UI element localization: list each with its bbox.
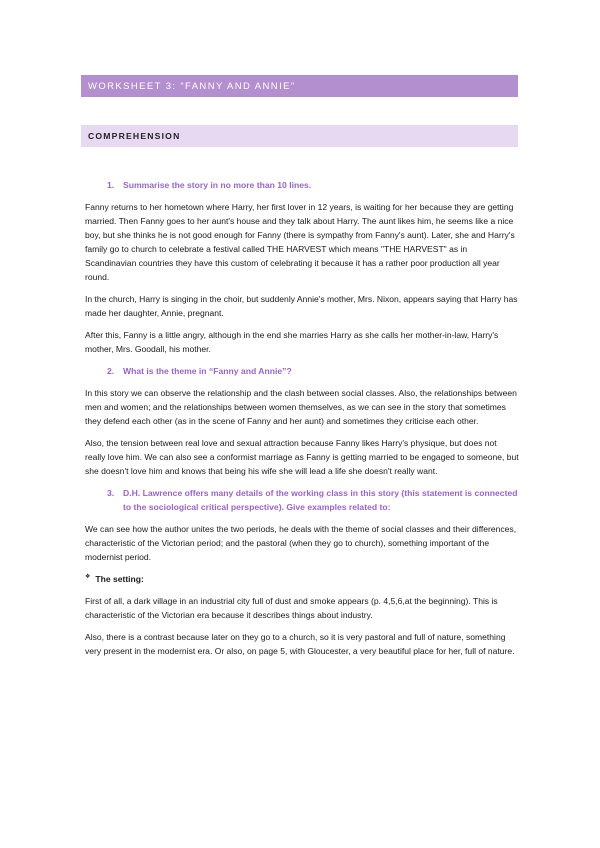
paragraph: Fanny returns to her hometown where Harry, her first lover in 12 years, is waiting for her because they are getting married. Then Fanny goes to her aunt's house and they talk about Harry. The aunt likes him, he seems like a nice boy, but she thinks he is not good enough for Fanny (there is sympathy from Fanny's aunt). Later, she and Harry's family go to church to celebrate a festival called THE HARVEST which means "THE HARVEST" as in Scandinavian countries they have this custom of celebrating it because it has a rather poor production all year round. — [85, 202, 515, 282]
bullet-icon: ❖ — [85, 574, 91, 580]
question-number: 2. — [107, 366, 115, 376]
question-number: 3. — [107, 488, 115, 498]
paragraph: We can see how the author unites the two periods, he deals with the theme of social classes and their differences, characteristic of the Victorian period; and the pastoral (when they go to church), something important of the modernist period. — [85, 524, 517, 562]
question-text: D.H. Lawrence offers many details of the working class in this story (this statement is connected to the sociological critical perspective). Give examples related to: — [123, 488, 518, 512]
question-text: What is the theme in “Fanny and Annie”? — [123, 366, 292, 376]
document-body — [85, 178, 519, 666]
section-heading: COMPREHENSION — [81, 125, 518, 147]
question-2 — [107, 364, 519, 378]
paragraph: After this, Fanny is a little angry, although in the end she marries Harry as she calls her mother-in-law, Harry's mother, Mrs. Goodall, his mother. — [85, 330, 499, 354]
paragraph: Also, the tension between real love and sexual attraction because Fanny likes Harry's physique, but does not really love him. We can also see a conformist marriage as Fanny is getting married to be engaged to someone, but she doesn't love him and knows that being his wife she will lead a life she doesn't really want. — [85, 438, 519, 476]
paragraph: First of all, a dark village in an industrial city full of dust and smoke appears (p. 4,5,6,at the beginning). This is characteristic of the Victorian era because it describes things about industry. — [85, 596, 498, 620]
question-3 — [107, 486, 519, 514]
question-number: 1. — [107, 180, 115, 190]
worksheet-title: WORKSHEET 3: “FANNY AND ANNIE” — [81, 75, 518, 97]
setting-heading — [85, 572, 519, 586]
paragraph: Also, there is a contrast because later on they go to a church, so it is very pastoral and full of nature, something very present in the modernist era. Or also, on page 5, with Gloucester, a very beautiful place for her, full of nature. — [85, 632, 515, 656]
paragraph: In this story we can observe the relationship and the clash between social classes. Also, the relationships between men and women; and the relationships between women themselves, as we can see in the story that sometimes they defend each other (as in the scene of Fanny and her aunt) and sometimes they criticise each other. — [85, 388, 517, 426]
setting-heading-text: The setting: — [95, 574, 144, 584]
question-1 — [107, 178, 519, 192]
paragraph: In the church, Harry is singing in the choir, but suddenly Annie's mother, Mrs. Nixon, appears saying that Harry has made her daughter, Annie, pregnant. — [85, 294, 518, 318]
question-text: Summarise the story in no more than 10 lines. — [123, 180, 312, 190]
